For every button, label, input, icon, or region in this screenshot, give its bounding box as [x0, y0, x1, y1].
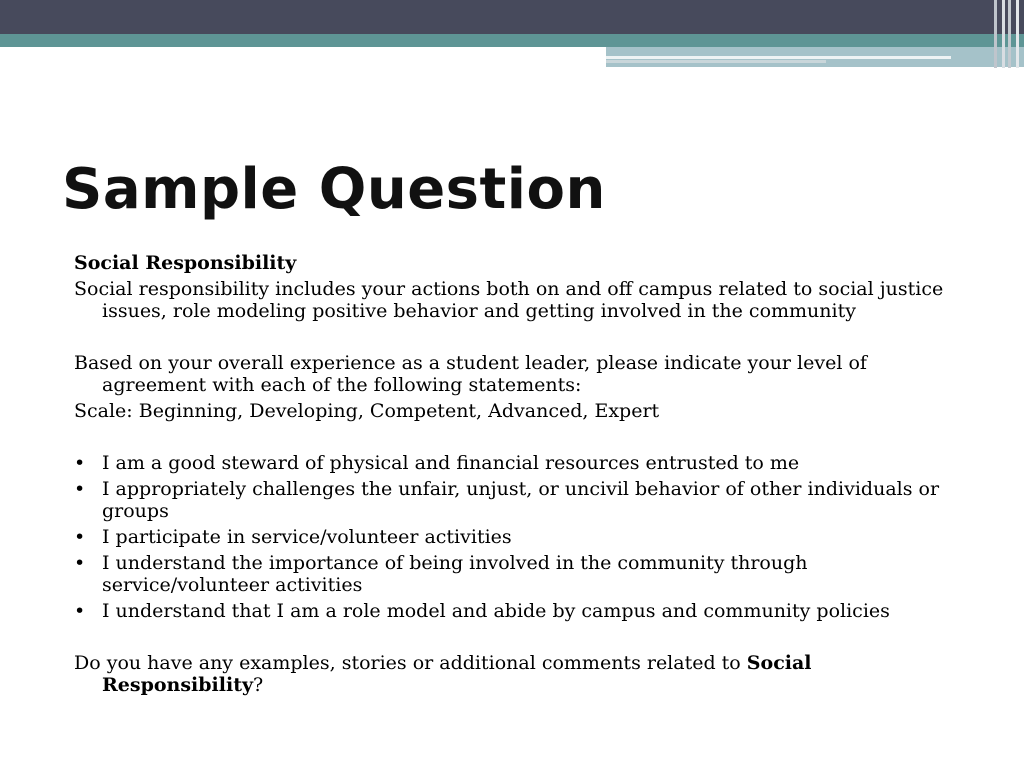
- header-accent-line-short: [606, 60, 826, 63]
- bullet-icon: •: [74, 552, 86, 574]
- closing-question-suffix: ?: [253, 674, 264, 696]
- question-prompt: Based on your overall experience as a student leader, please indicate your level of agreement with each of the following statements:: [74, 352, 867, 396]
- statement-list: [74, 452, 974, 622]
- list-item: [74, 600, 974, 622]
- bullet-icon: •: [74, 478, 86, 500]
- slide-body: [74, 252, 974, 700]
- section-description: Social responsibility includes your actions both on and off campus related to social justice issues, role modeling positive behavior and getting involved in the community: [74, 278, 944, 322]
- spacer: [74, 426, 974, 452]
- list-item: [74, 526, 974, 548]
- bullet-icon: •: [74, 526, 86, 548]
- statement-text: I appropriately challenges the unfair, unjust, or uncivil behavior of other individuals or groups: [102, 478, 940, 522]
- header-stripe: [1002, 0, 1005, 68]
- header-accent-line: [606, 56, 951, 59]
- closing-question-topic: Social Responsibility: [102, 652, 812, 696]
- slide-title: Sample Question: [62, 157, 606, 222]
- closing-question: [74, 652, 974, 696]
- statement-text: I understand the importance of being involved in the community through service/volunteer activities: [102, 552, 808, 596]
- rating-scale: Scale: Beginning, Developing, Competent, Advanced, Expert: [74, 400, 660, 422]
- bullet-icon: •: [74, 600, 86, 622]
- header-stripe: [1008, 0, 1011, 68]
- spacer: [74, 326, 974, 352]
- statement-text: I am a good steward of physical and financial resources entrusted to me: [102, 452, 800, 474]
- list-item: [74, 452, 974, 474]
- header-stripe: [1016, 0, 1019, 68]
- section-heading: Social Responsibility: [74, 252, 297, 274]
- statement-text: I participate in service/volunteer activities: [102, 526, 512, 548]
- list-item: [74, 478, 974, 522]
- header-dark-bar: [0, 0, 1024, 34]
- header-stripe: [994, 0, 997, 68]
- list-item: [74, 552, 974, 596]
- statement-text: I understand that I am a role model and abide by campus and community policies: [102, 600, 890, 622]
- bullet-icon: •: [74, 452, 86, 474]
- closing-question-prefix: Do you have any examples, stories or additional comments related to: [74, 652, 747, 674]
- header-teal-bar: [0, 34, 1024, 47]
- spacer: [74, 626, 974, 652]
